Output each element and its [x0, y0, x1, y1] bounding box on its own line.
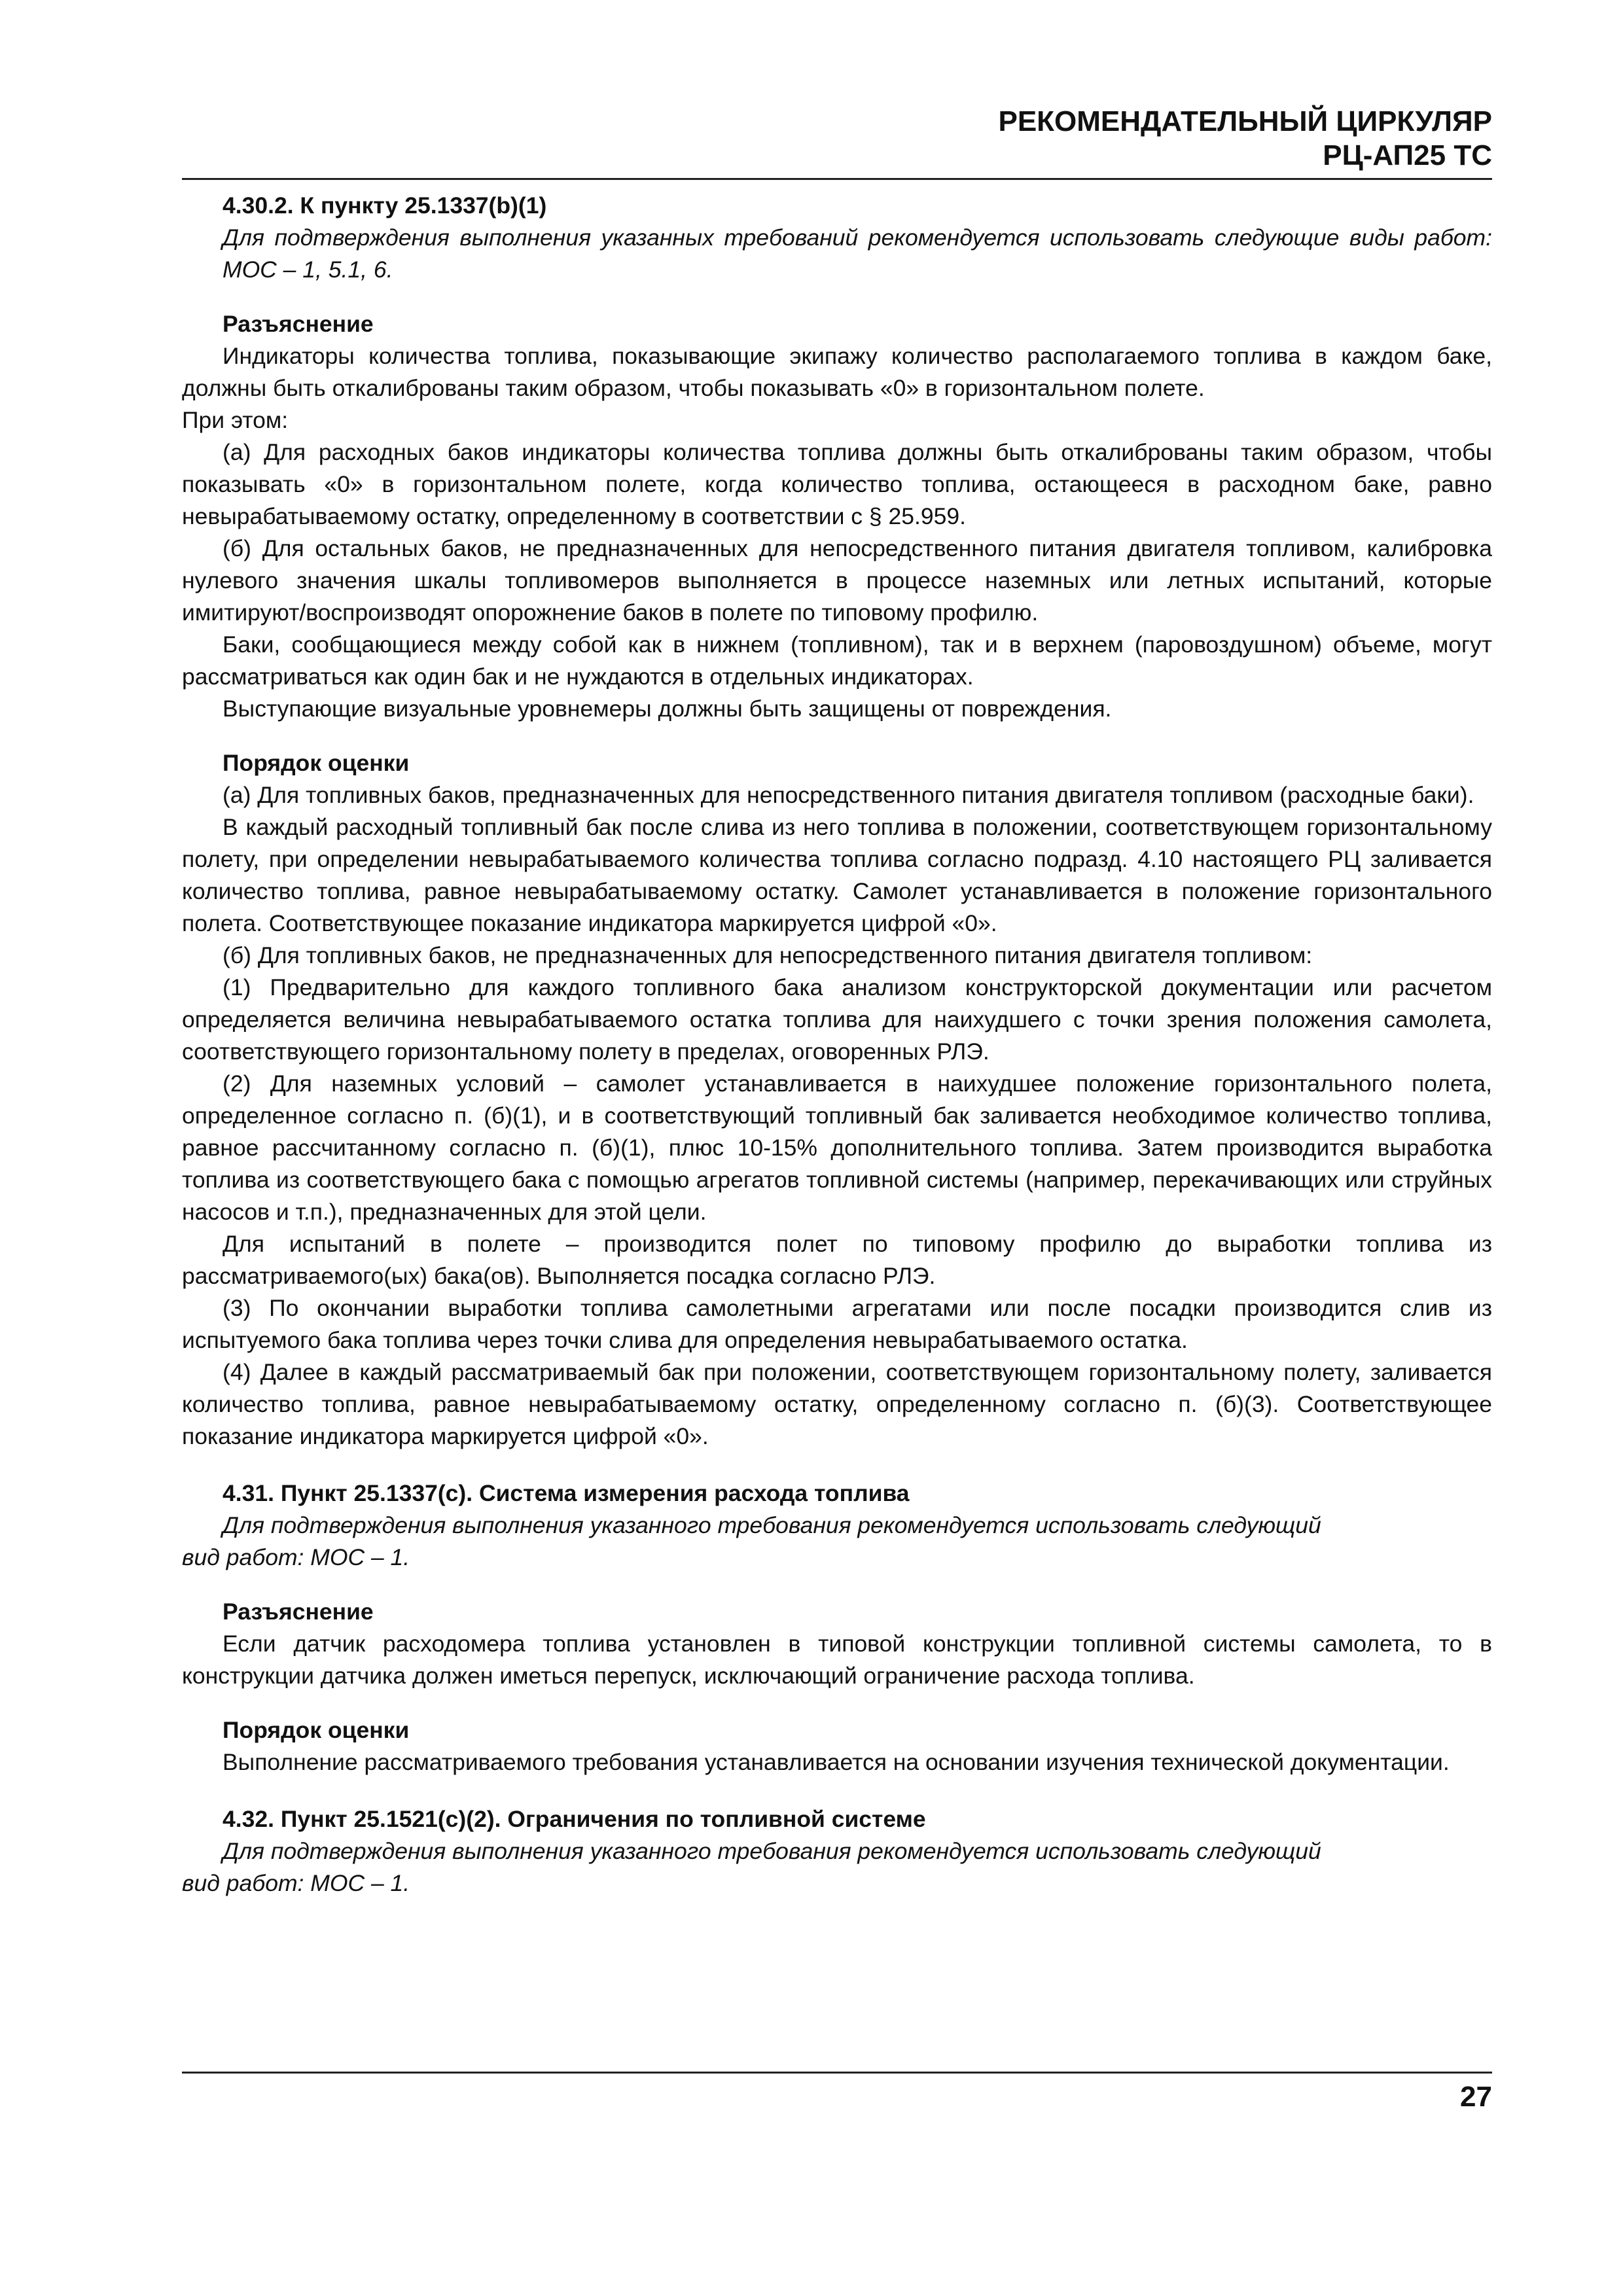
paragraph: (2) Для наземных условий – самолет устанавливается в наихудшее положение горизонтального полета, определенное согласно п. (б)(1), и в соответствующий топливный бак заливается необходимое количество топлива, равное рассчитанному согласно п. (б)(1), плюс 10-15% дополнительного топлива. Затем производится выработка топлива из соответствующего бака с помощью агрегатов топливной системы (например, перекачивающих или струйных насосов и т.п.), предназначенных для этой цели. — [182, 1070, 1492, 1225]
header-doc-code: РЦ-АП25 ТС — [1323, 139, 1492, 171]
paragraph: Выполнение рассматриваемого требования устанавливается на основании изучения технической документации. — [223, 1749, 1450, 1775]
paragraph: (б) Для топливных баков, не предназначенных для непосредственного питания двигателя топливом: — [223, 942, 1313, 968]
section-4-30-2 — [182, 190, 1492, 1453]
section-title: 4.30.2. К пункту 25.1337(b)(1) — [223, 192, 547, 219]
section-note: Для подтверждения выполнения указанных требований рекомендуется использовать следующие виды работ: МОС – 1, 5.1, 6. — [223, 224, 1492, 283]
paragraph: Индикаторы количества топлива, показывающие экипажу количество располагаемого топлива в каждом баке, должны быть откалиброваны таким образом, чтобы показывать «0» в горизонтальном полете. — [182, 343, 1492, 401]
procedure-heading: Порядок оценки — [223, 750, 410, 776]
explanation-heading: Разъяснение — [223, 311, 374, 337]
paragraph: (а) Для топливных баков, предназначенных для непосредственного питания двигателя топливом (расходные баки). — [223, 782, 1474, 808]
footer-rule — [182, 2072, 1492, 2074]
paragraph: Если датчик расходомера топлива установлен в типовой конструкции топливной системы самолета, то в конструкции датчика должен иметься перепуск, исключающий ограничение расхода топлива. — [182, 1631, 1492, 1689]
paragraph: (б) Для остальных баков, не предназначенных для непосредственного питания двигателя топливом, калибровка нулевого значения шкалы топливомеров выполняется в процессе наземных или летных испытаний, которые имитируют/воспроизводят опорожнение баков в полете по типовому профилю. — [182, 535, 1492, 626]
section-note-line: Для подтверждения выполнения указанного требования рекомендуется использовать следующий — [223, 1512, 1321, 1538]
procedure-heading: Порядок оценки — [223, 1717, 410, 1743]
paragraph: (а) Для расходных баков индикаторы количества топлива должны быть откалиброваны таким образом, чтобы показывать «0» в горизонтальном полете, когда количество топлива, остающееся в расходном баке, равно невырабатываемому остатку, определенному в соответствии с § 25.959. — [182, 439, 1492, 529]
section-note-line: вид работ: МОС – 1. — [182, 1870, 410, 1896]
paragraph: В каждый расходный топливный бак после слива из него топлива в положении, соответствующем горизонтальному полету, при определении невырабатываемого количества топлива согласно подразд. 4.10 настоящего РЦ заливается количество топлива, равное невырабатываемому остатку. Самолет устанавливается в положение горизонтального полета. Соответствующее показание индикатора маркируется цифрой «0». — [182, 814, 1492, 936]
paragraph: Для испытаний в полете – производится полет по типовому профилю до выработки топлива из рассматриваемого(ых) бака(ов). Выполняется посадка согласно РЛЭ. — [182, 1231, 1492, 1289]
paragraph: (4) Далее в каждый рассматриваемый бак при положении, соответствующем горизонтальному полету, заливается количество топлива, равное невырабатываемому остатку, определенному согласно п. (б)(3). Соответствующее показание индикатора маркируется цифрой «0». — [182, 1359, 1492, 1449]
paragraph: Баки, сообщающиеся между собой как в нижнем (топливном), так и в верхнем (паровоздушном) объеме, могут рассматриваться как один бак и не нуждаются в отдельных индикаторах. — [182, 631, 1492, 690]
section-4-31 — [182, 1477, 1492, 1778]
page-number: 27 — [1460, 2081, 1492, 2113]
section-title: 4.32. Пункт 25.1521(с)(2). Ограничения по топливной системе — [223, 1806, 926, 1832]
paragraph: При этом: — [182, 407, 289, 433]
document-header — [998, 105, 1492, 173]
page-content — [182, 190, 1492, 1899]
paragraph: (3) По окончании выработки топлива самолетными агрегатами или после посадки производится слив из испытуемого бака топлива через точки слива для определения невырабатываемого остатка. — [182, 1295, 1492, 1353]
header-title: РЕКОМЕНДАТЕЛЬНЫЙ ЦИРКУЛЯР — [998, 105, 1492, 137]
section-title: 4.31. Пункт 25.1337(с). Система измерения расхода топлива — [223, 1480, 910, 1506]
section-4-32 — [182, 1803, 1492, 1899]
header-rule — [182, 178, 1492, 180]
paragraph: Выступающие визуальные уровнемеры должны быть защищены от повреждения. — [223, 696, 1112, 722]
explanation-heading: Разъяснение — [223, 1598, 374, 1625]
section-note-line: вид работ: МОС – 1. — [182, 1544, 410, 1570]
section-note-line: Для подтверждения выполнения указанного требования рекомендуется использовать следующий — [223, 1838, 1321, 1864]
paragraph: (1) Предварительно для каждого топливного бака анализом конструкторской документации или расчетом определяется величина невырабатываемого остатка топлива для наихудшего с точки зрения положения самолета, соответствующего горизонтальному полету в пределах, оговоренных РЛЭ. — [182, 974, 1492, 1065]
